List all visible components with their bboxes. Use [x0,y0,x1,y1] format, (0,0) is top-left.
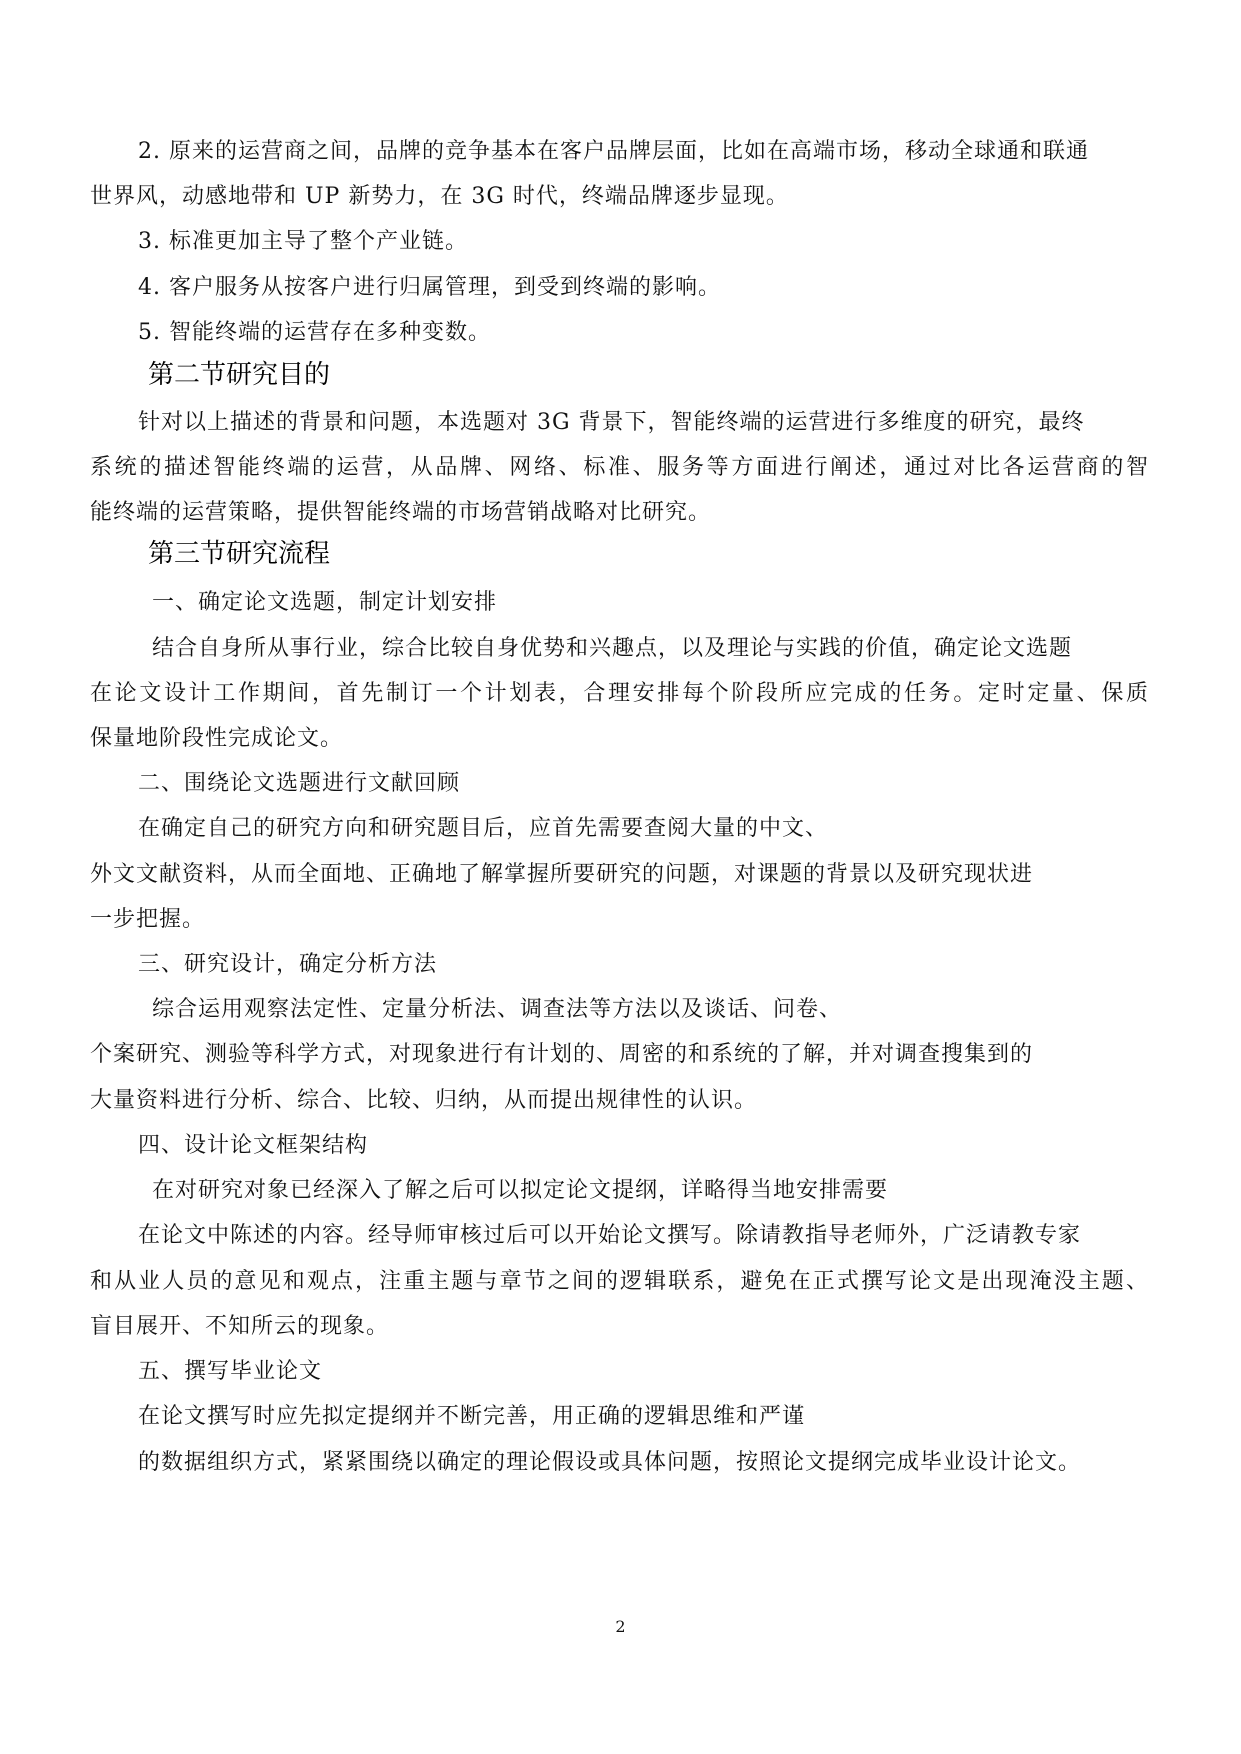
step-heading-3: 三、研究设计，确定分析方法 [138,952,438,977]
section-heading-purpose: 第二节研究目的 [148,360,331,390]
section-heading-process: 第三节研究流程 [148,539,331,569]
page-number: 2 [615,1617,626,1636]
paragraph-line: 4. 客户服务从按客户进行归属管理，到受到终端的影响。 [138,275,721,300]
paragraph-line: 在确定自己的研究方向和研究题目后，应首先需要查阅大量的中文、 [138,816,829,841]
paragraph-line: 结合自身所从事行业，综合比较自身优势和兴趣点，以及理论与实践的价值，确定论文选题 [152,636,1073,661]
paragraph-line: 保量地阶段性完成论文。 [90,726,344,751]
paragraph-line: 针对以上描述的背景和问题，本选题对 3G 背景下，智能终端的运营进行多维度的研究，最终 [138,410,1085,435]
paragraph-line: 能终端的运营策略，提供智能终端的市场营销战略对比研究。 [90,500,712,525]
paragraph-line: 一步把握。 [90,907,206,932]
step-heading-2: 二、围绕论文选题进行文献回顾 [138,771,461,796]
paragraph-line: 个案研究、测验等科学方式，对现象进行有计划的、周密的和系统的了解，并对调查搜集到的 [90,1042,1034,1067]
paragraph-line: 大量资料进行分析、综合、比较、归纳，从而提出规律性的认识。 [90,1088,758,1113]
paragraph-line: 系统的描述智能终端的运营，从品牌、网络、标准、服务等方面进行阐述，通过对比各运营商的智 [90,455,1148,480]
step-heading-5: 五、撰写毕业论文 [138,1359,323,1384]
paragraph-line: 综合运用观察法定性、定量分析法、调查法等方法以及谈话、问卷、 [152,997,843,1022]
paragraph-line: 3. 标准更加主导了整个产业链。 [138,229,468,254]
paragraph-line: 在论文设计工作期间，首先制订一个计划表，合理安排每个阶段所应完成的任务。定时定量、保质 [90,681,1148,706]
step-heading-4: 四、设计论文框架结构 [138,1133,369,1158]
paragraph-line: 2. 原来的运营商之间，品牌的竞争基本在客户品牌层面，比如在高端市场，移动全球通和联通 [138,139,1089,164]
paragraph-line: 外文文献资料，从而全面地、正确地了解掌握所要研究的问题，对课题的背景以及研究现状进 [90,862,1034,887]
paragraph-line: 在对研究对象已经深入了解之后可以拟定论文提纲，详略得当地安排需要 [152,1178,889,1203]
paragraph-line: 的数据组织方式，紧紧围绕以确定的理论假设或具体问题，按照论文提纲完成毕业设计论文。 [138,1450,1082,1475]
paragraph-line: 在论文中陈述的内容。经导师审核过后可以开始论文撰写。除请教指导老师外，广泛请教专家 [138,1223,1082,1248]
paragraph-line: 5. 智能终端的运营存在多种变数。 [138,320,491,345]
step-heading-1: 一、确定论文选题，制定计划安排 [152,590,498,615]
paragraph-line: 在论文撰写时应先拟定提纲并不断完善，用正确的逻辑思维和严谨 [138,1404,806,1429]
paragraph-line: 世界风，动感地带和 UP 新势力，在 3G 时代，终端品牌逐步显现。 [90,184,789,209]
paragraph-line: 盲目展开、不知所云的现象。 [90,1314,390,1339]
paragraph-line: 和从业人员的意见和观点，注重主题与章节之间的逻辑联系，避免在正式撰写论文是出现淹没主题、 [90,1269,1148,1294]
